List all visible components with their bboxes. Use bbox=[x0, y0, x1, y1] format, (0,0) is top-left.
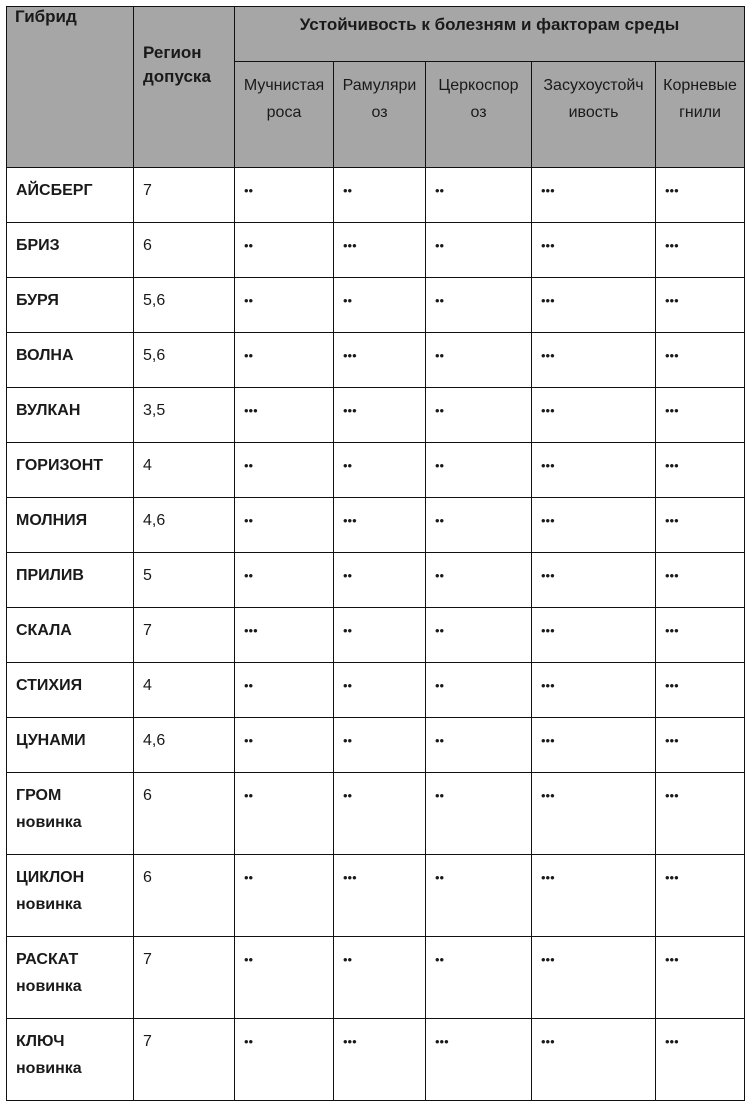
rating-powdery-mildew: •• bbox=[235, 1019, 334, 1101]
rating-powdery-mildew: •• bbox=[235, 223, 334, 278]
rating-drought-tolerance: ••• bbox=[532, 855, 656, 937]
rating-root-rot: ••• bbox=[656, 718, 745, 773]
rating-drought-tolerance: ••• bbox=[532, 278, 656, 333]
rating-powdery-mildew: •• bbox=[235, 718, 334, 773]
rating-root-rot: ••• bbox=[656, 937, 745, 1019]
region-value: 5,6 bbox=[134, 278, 235, 333]
rating-cercospora: •• bbox=[426, 498, 532, 553]
rating-root-rot: ••• bbox=[656, 168, 745, 223]
rating-ramularia: ••• bbox=[334, 333, 426, 388]
rating-cercospora: •• bbox=[426, 937, 532, 1019]
rating-powdery-mildew: ••• bbox=[235, 608, 334, 663]
rating-drought-tolerance: ••• bbox=[532, 1019, 656, 1101]
rating-cercospora: •• bbox=[426, 388, 532, 443]
rating-cercospora: •• bbox=[426, 223, 532, 278]
region-value: 4,6 bbox=[134, 718, 235, 773]
rating-ramularia: •• bbox=[334, 937, 426, 1019]
region-value: 7 bbox=[134, 937, 235, 1019]
table-body bbox=[7, 168, 745, 1101]
hybrid-name: МОЛНИЯ bbox=[7, 498, 134, 553]
hybrid-name: КЛЮЧ новинка bbox=[7, 1019, 134, 1101]
rating-drought-tolerance: ••• bbox=[532, 223, 656, 278]
rating-root-rot: ••• bbox=[656, 1019, 745, 1101]
rating-powdery-mildew: •• bbox=[235, 773, 334, 855]
hybrid-name: ЦУНАМИ bbox=[7, 718, 134, 773]
rating-cercospora: •• bbox=[426, 608, 532, 663]
hybrid-name: РАСКАТ новинка bbox=[7, 937, 134, 1019]
table-row bbox=[7, 443, 745, 498]
header-cercospora: Церкоспороз bbox=[426, 62, 532, 168]
hybrid-name: БРИЗ bbox=[7, 223, 134, 278]
rating-drought-tolerance: ••• bbox=[532, 937, 656, 1019]
rating-powdery-mildew: •• bbox=[235, 168, 334, 223]
rating-root-rot: ••• bbox=[656, 663, 745, 718]
rating-cercospora: •• bbox=[426, 773, 532, 855]
region-value: 7 bbox=[134, 1019, 235, 1101]
hybrid-name: ВУЛКАН bbox=[7, 388, 134, 443]
header-hybrid: Гибрид bbox=[7, 7, 134, 168]
rating-ramularia: •• bbox=[334, 168, 426, 223]
rating-ramularia: ••• bbox=[334, 855, 426, 937]
region-value: 7 bbox=[134, 608, 235, 663]
rating-cercospora: •• bbox=[426, 278, 532, 333]
rating-powdery-mildew: •• bbox=[235, 855, 334, 937]
table-row bbox=[7, 388, 745, 443]
rating-cercospora: •• bbox=[426, 663, 532, 718]
region-value: 6 bbox=[134, 223, 235, 278]
rating-cercospora: •• bbox=[426, 855, 532, 937]
table-row bbox=[7, 718, 745, 773]
region-value: 6 bbox=[134, 855, 235, 937]
rating-powdery-mildew: •• bbox=[235, 333, 334, 388]
rating-powdery-mildew: •• bbox=[235, 937, 334, 1019]
region-value: 6 bbox=[134, 773, 235, 855]
table-row bbox=[7, 223, 745, 278]
rating-drought-tolerance: ••• bbox=[532, 498, 656, 553]
rating-root-rot: ••• bbox=[656, 498, 745, 553]
table-row bbox=[7, 333, 745, 388]
table-row bbox=[7, 498, 745, 553]
hybrid-name: БУРЯ bbox=[7, 278, 134, 333]
rating-powdery-mildew: •• bbox=[235, 498, 334, 553]
rating-root-rot: ••• bbox=[656, 773, 745, 855]
header-powdery-mildew: Мучнистая роса bbox=[235, 62, 334, 168]
table-row bbox=[7, 553, 745, 608]
rating-root-rot: ••• bbox=[656, 223, 745, 278]
hybrid-name: СТИХИЯ bbox=[7, 663, 134, 718]
hybrid-name: ГРОМ новинка bbox=[7, 773, 134, 855]
table-row bbox=[7, 773, 745, 855]
rating-cercospora: ••• bbox=[426, 1019, 532, 1101]
rating-root-rot: ••• bbox=[656, 333, 745, 388]
hybrid-name: АЙСБЕРГ bbox=[7, 168, 134, 223]
table-row bbox=[7, 937, 745, 1019]
rating-ramularia: •• bbox=[334, 773, 426, 855]
rating-ramularia: ••• bbox=[334, 498, 426, 553]
rating-cercospora: •• bbox=[426, 718, 532, 773]
rating-root-rot: ••• bbox=[656, 553, 745, 608]
rating-ramularia: •• bbox=[334, 553, 426, 608]
rating-root-rot: ••• bbox=[656, 608, 745, 663]
table-row bbox=[7, 278, 745, 333]
rating-drought-tolerance: ••• bbox=[532, 773, 656, 855]
table-row bbox=[7, 855, 745, 937]
rating-ramularia: ••• bbox=[334, 388, 426, 443]
rating-ramularia: •• bbox=[334, 718, 426, 773]
table-row bbox=[7, 608, 745, 663]
rating-ramularia: ••• bbox=[334, 1019, 426, 1101]
rating-root-rot: ••• bbox=[656, 443, 745, 498]
header-ramularia: Рамуляриоз bbox=[334, 62, 426, 168]
header-drought-tolerance: Засухоустойчивость bbox=[532, 62, 656, 168]
rating-cercospora: •• bbox=[426, 168, 532, 223]
rating-drought-tolerance: ••• bbox=[532, 443, 656, 498]
rating-cercospora: •• bbox=[426, 333, 532, 388]
header-root-rot: Корневые гнили bbox=[656, 62, 745, 168]
rating-root-rot: ••• bbox=[656, 855, 745, 937]
rating-powdery-mildew: •• bbox=[235, 443, 334, 498]
rating-ramularia: •• bbox=[334, 278, 426, 333]
table-row bbox=[7, 663, 745, 718]
table-header bbox=[7, 7, 745, 168]
rating-ramularia: •• bbox=[334, 443, 426, 498]
hybrid-name: ЦИКЛОН новинка bbox=[7, 855, 134, 937]
rating-powdery-mildew: •• bbox=[235, 553, 334, 608]
region-value: 5,6 bbox=[134, 333, 235, 388]
rating-cercospora: •• bbox=[426, 443, 532, 498]
hybrid-name: ПРИЛИВ bbox=[7, 553, 134, 608]
rating-ramularia: •• bbox=[334, 608, 426, 663]
region-value: 4,6 bbox=[134, 498, 235, 553]
rating-drought-tolerance: ••• bbox=[532, 718, 656, 773]
header-region: Регион допуска bbox=[134, 7, 235, 168]
hybrid-name: ГОРИЗОНТ bbox=[7, 443, 134, 498]
table-row bbox=[7, 168, 745, 223]
rating-root-rot: ••• bbox=[656, 278, 745, 333]
hybrid-name: ВОЛНА bbox=[7, 333, 134, 388]
rating-drought-tolerance: ••• bbox=[532, 388, 656, 443]
header-resistance-group: Устойчивость к болезням и факторам среды bbox=[235, 7, 745, 62]
table-container bbox=[6, 6, 745, 1101]
rating-drought-tolerance: ••• bbox=[532, 553, 656, 608]
rating-ramularia: ••• bbox=[334, 223, 426, 278]
region-value: 4 bbox=[134, 663, 235, 718]
rating-powdery-mildew: ••• bbox=[235, 388, 334, 443]
rating-cercospora: •• bbox=[426, 553, 532, 608]
rating-drought-tolerance: ••• bbox=[532, 333, 656, 388]
region-value: 3,5 bbox=[134, 388, 235, 443]
region-value: 4 bbox=[134, 443, 235, 498]
rating-root-rot: ••• bbox=[656, 388, 745, 443]
table-row bbox=[7, 1019, 745, 1101]
hybrid-resistance-table bbox=[6, 6, 745, 1101]
region-value: 5 bbox=[134, 553, 235, 608]
region-value: 7 bbox=[134, 168, 235, 223]
hybrid-name: СКАЛА bbox=[7, 608, 134, 663]
rating-drought-tolerance: ••• bbox=[532, 168, 656, 223]
rating-powdery-mildew: •• bbox=[235, 278, 334, 333]
rating-ramularia: •• bbox=[334, 663, 426, 718]
rating-powdery-mildew: •• bbox=[235, 663, 334, 718]
rating-drought-tolerance: ••• bbox=[532, 608, 656, 663]
rating-drought-tolerance: ••• bbox=[532, 663, 656, 718]
